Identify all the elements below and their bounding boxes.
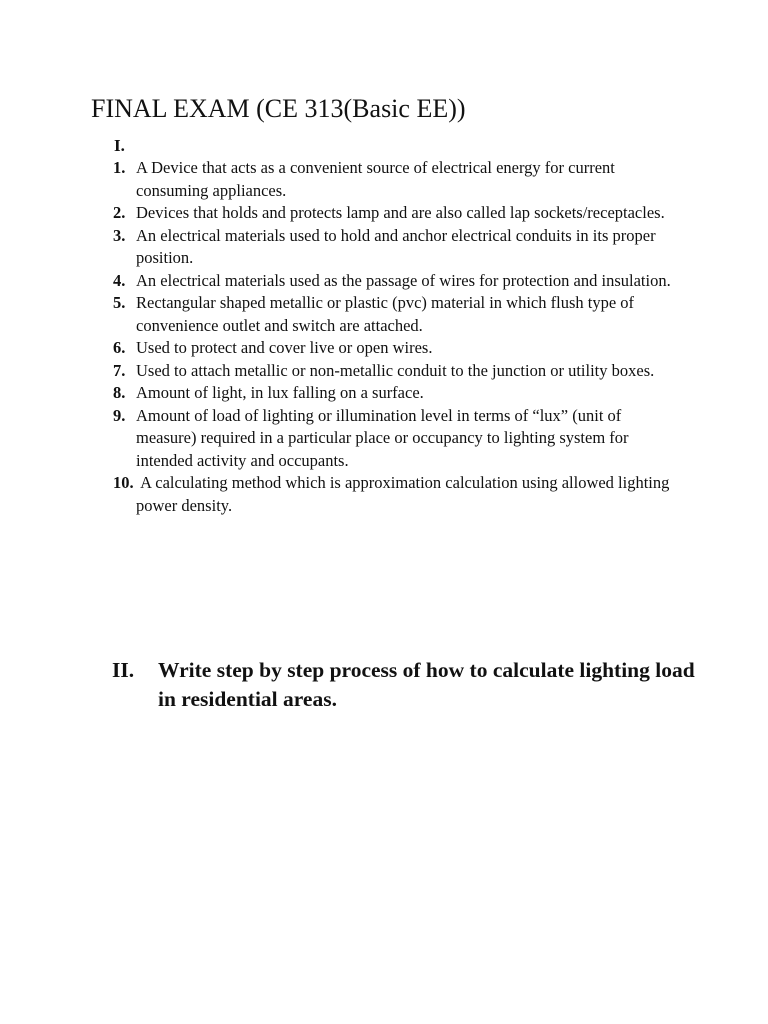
question-text: A calculating method which is approximation calculation using allowed lighting power density.	[136, 473, 670, 515]
question-number: 1.	[113, 158, 126, 177]
section-two-label: II.	[112, 658, 135, 682]
question-item	[0, 202, 681, 225]
question-text: A Device that acts as a convenient source of electrical energy for current consuming appliances.	[136, 158, 615, 200]
question-item	[0, 405, 681, 473]
question-text: Used to attach metallic or non-metallic conduit to the junction or utility boxes.	[136, 360, 655, 380]
question-list	[0, 157, 768, 517]
question-number: 4.	[113, 270, 126, 290]
question-item	[0, 360, 681, 383]
question-number: 10.	[113, 473, 134, 492]
question-item	[0, 337, 681, 360]
question-item	[0, 292, 681, 337]
question-number: 3.	[113, 225, 126, 245]
question-number: 7.	[113, 360, 126, 380]
question-item	[0, 270, 681, 293]
section-two-prompt: Write step by step process of how to calculate lighting load in residential areas.	[158, 658, 695, 711]
question-item	[0, 382, 681, 405]
question-number: 6.	[113, 338, 126, 357]
question-text: Amount of light, in lux falling on a surface.	[136, 383, 424, 402]
question-text: An electrical materials used to hold and anchor electrical conduits in its proper position.	[136, 225, 656, 267]
question-text: Used to protect and cover live or open wires.	[136, 338, 433, 357]
question-item	[0, 472, 681, 517]
question-number: 9.	[113, 405, 126, 425]
question-number: 2.	[113, 203, 126, 222]
section-one-label: I.	[114, 136, 125, 155]
question-text: Amount of load of lighting or illumination level in terms of “lux” (unit of measure) required in a particular place or occupancy to lighting system for intended activity and occupants.	[136, 405, 629, 470]
question-text: Rectangular shaped metallic or plastic (pvc) material in which flush type of convenience outlet and switch are attached.	[136, 293, 635, 335]
question-text: Devices that holds and protects lamp and are also called lap sockets/receptacles.	[136, 203, 665, 222]
question-item	[0, 225, 681, 270]
exam-title: FINAL EXAM (CE 313(Basic EE))	[91, 94, 466, 123]
question-number: 5.	[113, 293, 126, 312]
question-text: An electrical materials used as the passage of wires for protection and insulation.	[136, 270, 671, 290]
question-item	[0, 157, 681, 202]
section-two	[112, 656, 702, 714]
question-number: 8.	[113, 383, 126, 402]
